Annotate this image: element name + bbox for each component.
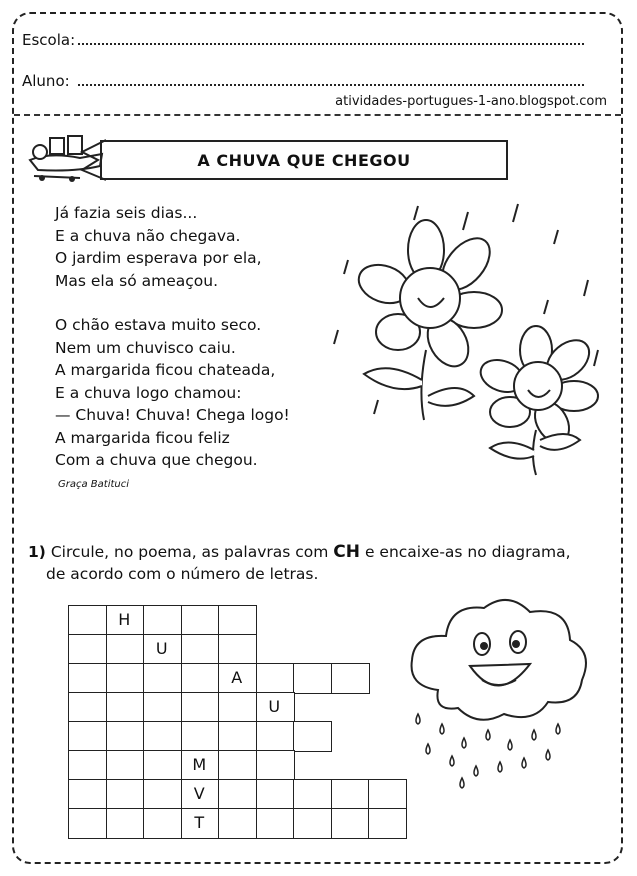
crossword-cell[interactable]: [143, 721, 182, 752]
crossword-cell[interactable]: [256, 779, 295, 810]
crossword-cell[interactable]: [68, 605, 107, 636]
crossword-cell[interactable]: [256, 750, 295, 781]
task-number: 1): [28, 543, 46, 561]
crossword-cell[interactable]: [293, 663, 332, 694]
poem-line: — Chuva! Chuva! Chega logo!: [55, 406, 290, 424]
crossword-cell[interactable]: [218, 808, 257, 839]
banner-tail-icon: [78, 138, 108, 182]
crossword-cell[interactable]: [218, 750, 257, 781]
poem-line: Já fazia seis dias...: [55, 204, 198, 222]
crossword-cell[interactable]: [256, 808, 295, 839]
crossword-cell[interactable]: [181, 692, 220, 723]
poem-line: Mas ela só ameaçou.: [55, 271, 219, 290]
crossword-cell[interactable]: [181, 663, 220, 694]
crossword-cell[interactable]: [68, 721, 107, 752]
poem-line: E a chuva não chegava.: [55, 226, 241, 245]
crossword-cell[interactable]: [331, 779, 370, 810]
crossword-cell[interactable]: [218, 721, 257, 752]
poem: [55, 202, 290, 494]
poem-title: A CHUVA QUE CHEGOU: [197, 150, 411, 170]
crossword-cell[interactable]: [68, 779, 107, 810]
poem-line: O chão estava muito seco.: [55, 316, 262, 334]
aluno-field[interactable]: [78, 84, 584, 86]
crossword-cell[interactable]: [143, 750, 182, 781]
poem-line: Nem um chuvisco caiu.: [55, 338, 236, 357]
crossword-cell[interactable]: [181, 721, 220, 752]
poem-line: A margarida ficou chateada,: [55, 361, 276, 379]
crossword-cell[interactable]: [256, 721, 295, 752]
task-instruction: [28, 541, 618, 585]
crossword-cell[interactable]: [368, 808, 407, 839]
crossword-cell[interactable]: [218, 692, 257, 723]
poem-stanza-1: [55, 202, 290, 292]
crossword-cell[interactable]: [68, 808, 107, 839]
site-url: atividades-portugues-1-ano.blogspot.com: [335, 94, 607, 109]
crossword-cell[interactable]: [106, 634, 145, 665]
poem-stanza-2: [55, 314, 290, 472]
crossword-cell[interactable]: [293, 721, 332, 752]
crossword-cell[interactable]: [143, 808, 182, 839]
crossword-cell[interactable]: [68, 663, 107, 694]
crossword-cell[interactable]: [181, 634, 220, 665]
task-line-2: de acordo com o número de letras.: [46, 565, 319, 583]
crossword-cell[interactable]: [143, 605, 182, 636]
crossword-cell[interactable]: [68, 692, 107, 723]
crossword-cell[interactable]: [143, 663, 182, 694]
cloud-illustration: [398, 590, 598, 790]
task-text-before: Circule, no poema, as palavras com: [50, 543, 329, 561]
crossword-cell[interactable]: [293, 779, 332, 810]
task-text-after: e encaixe-as no diagrama,: [364, 543, 571, 561]
poem-line: E a chuva logo chamou:: [55, 383, 242, 402]
crossword-letter: U: [155, 639, 168, 658]
crossword-cell[interactable]: [331, 808, 370, 839]
crossword-letter: T: [194, 813, 205, 832]
header-divider: [14, 114, 621, 116]
poem-author: Graça Batituci: [58, 479, 130, 490]
flowers-illustration: [318, 200, 618, 500]
aluno-label: Aluno:: [22, 72, 70, 90]
crossword-letter: A: [231, 668, 243, 687]
task-highlight: CH: [333, 542, 361, 562]
crossword-cell[interactable]: [331, 663, 370, 694]
crossword-cell[interactable]: [106, 663, 145, 694]
crossword-cell[interactable]: [106, 779, 145, 810]
crossword-letter: U: [268, 697, 281, 716]
crossword-cell[interactable]: [218, 605, 257, 636]
crossword-cell[interactable]: [68, 634, 107, 665]
poem-line: Com a chuva que chegou.: [55, 451, 258, 469]
crossword-cell[interactable]: [106, 808, 145, 839]
crossword-cell[interactable]: [181, 605, 220, 636]
crossword-letter: V: [193, 784, 205, 803]
crossword-letter: M: [192, 755, 207, 774]
crossword-cell[interactable]: [218, 779, 257, 810]
crossword-cell[interactable]: [256, 663, 295, 694]
poem-line: A margarida ficou feliz: [55, 428, 230, 447]
crossword-cell[interactable]: [106, 750, 145, 781]
crossword-letter: H: [118, 610, 131, 629]
escola-label: Escola:: [22, 31, 76, 49]
crossword-cell[interactable]: [218, 634, 257, 665]
escola-field[interactable]: [78, 43, 584, 45]
crossword-cell[interactable]: [143, 779, 182, 810]
crossword-cell[interactable]: [106, 692, 145, 723]
crossword-cell[interactable]: [143, 692, 182, 723]
crossword-cell[interactable]: [293, 808, 332, 839]
poem-line: O jardim esperava por ela,: [55, 249, 262, 267]
title-banner: [100, 140, 508, 180]
crossword-cell[interactable]: [68, 750, 107, 781]
crossword-cell[interactable]: [106, 721, 145, 752]
